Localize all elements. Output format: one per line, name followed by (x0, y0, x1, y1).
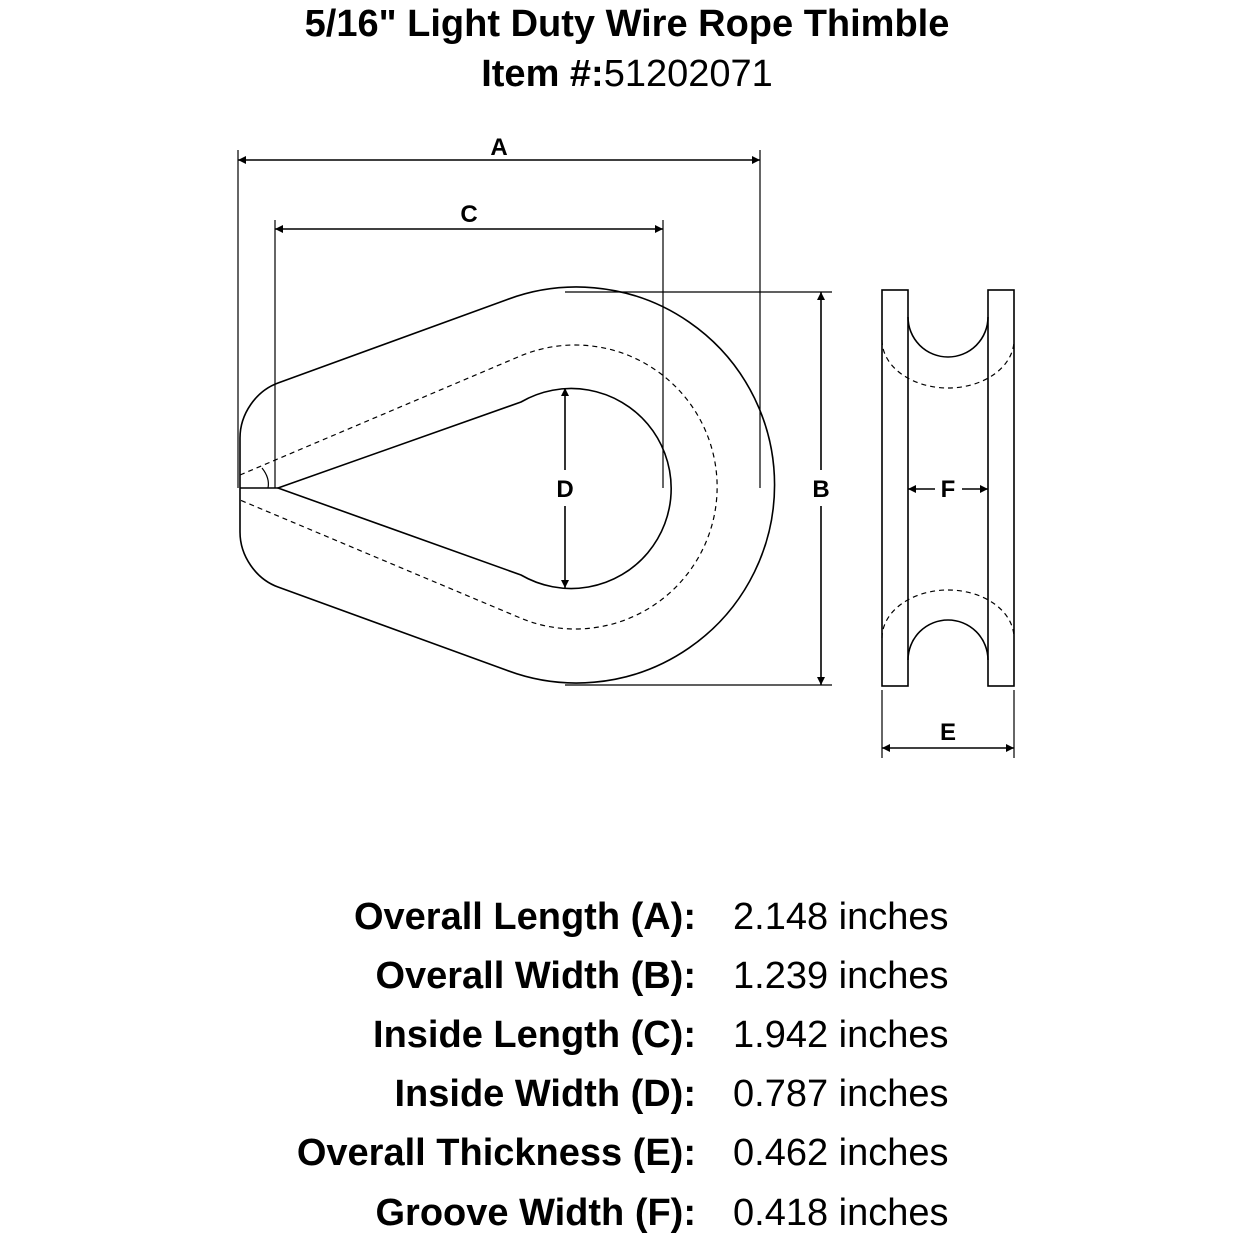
item-number-value: 51202071 (603, 53, 773, 95)
spec-value: 1.239 inches (733, 955, 949, 997)
spec-value: 1.942 inches (733, 1014, 949, 1056)
label-e: E (939, 719, 957, 746)
label-c: C (460, 201, 478, 228)
spec-row (0, 1008, 1254, 1068)
spec-label: Inside Width (D): (394, 1073, 696, 1115)
side-view-right-flange (988, 290, 1014, 686)
thimble-tip-arc (262, 468, 268, 488)
thimble-outer-outline (240, 287, 775, 683)
spec-value: 0.462 inches (733, 1132, 949, 1174)
item-number-label: Item #: (481, 53, 604, 95)
spec-row (0, 949, 1254, 1009)
thimble-inner-outline (278, 389, 671, 589)
spec-row (0, 1126, 1254, 1186)
spec-value: 0.787 inches (733, 1073, 949, 1115)
side-view-top-hidden (882, 340, 1014, 388)
side-view-left-flange (882, 290, 908, 686)
spec-label: Overall Thickness (E): (296, 1132, 696, 1174)
spec-value: 0.418 inches (733, 1192, 949, 1234)
spec-row (0, 1067, 1254, 1127)
spec-row (0, 1186, 1254, 1246)
side-view-bottom-groove (908, 620, 988, 660)
spec-label: Overall Width (B): (375, 955, 696, 997)
side-view-bottom-hidden (882, 590, 1014, 638)
spec-value: 2.148 inches (733, 896, 949, 938)
label-d: D (556, 476, 574, 503)
thimble-groove-hidden-line (240, 345, 717, 629)
spec-label: Overall Length (A): (353, 896, 696, 938)
spec-row (0, 890, 1254, 950)
spec-label: Inside Length (C): (373, 1014, 696, 1056)
spec-label: Groove Width (F): (375, 1192, 696, 1234)
side-view-top-groove (908, 317, 988, 357)
page-title: 5/16" Light Duty Wire Rope Thimble (304, 3, 950, 45)
label-b: B (812, 476, 830, 503)
label-f: F (940, 476, 956, 503)
label-a: A (490, 134, 508, 161)
